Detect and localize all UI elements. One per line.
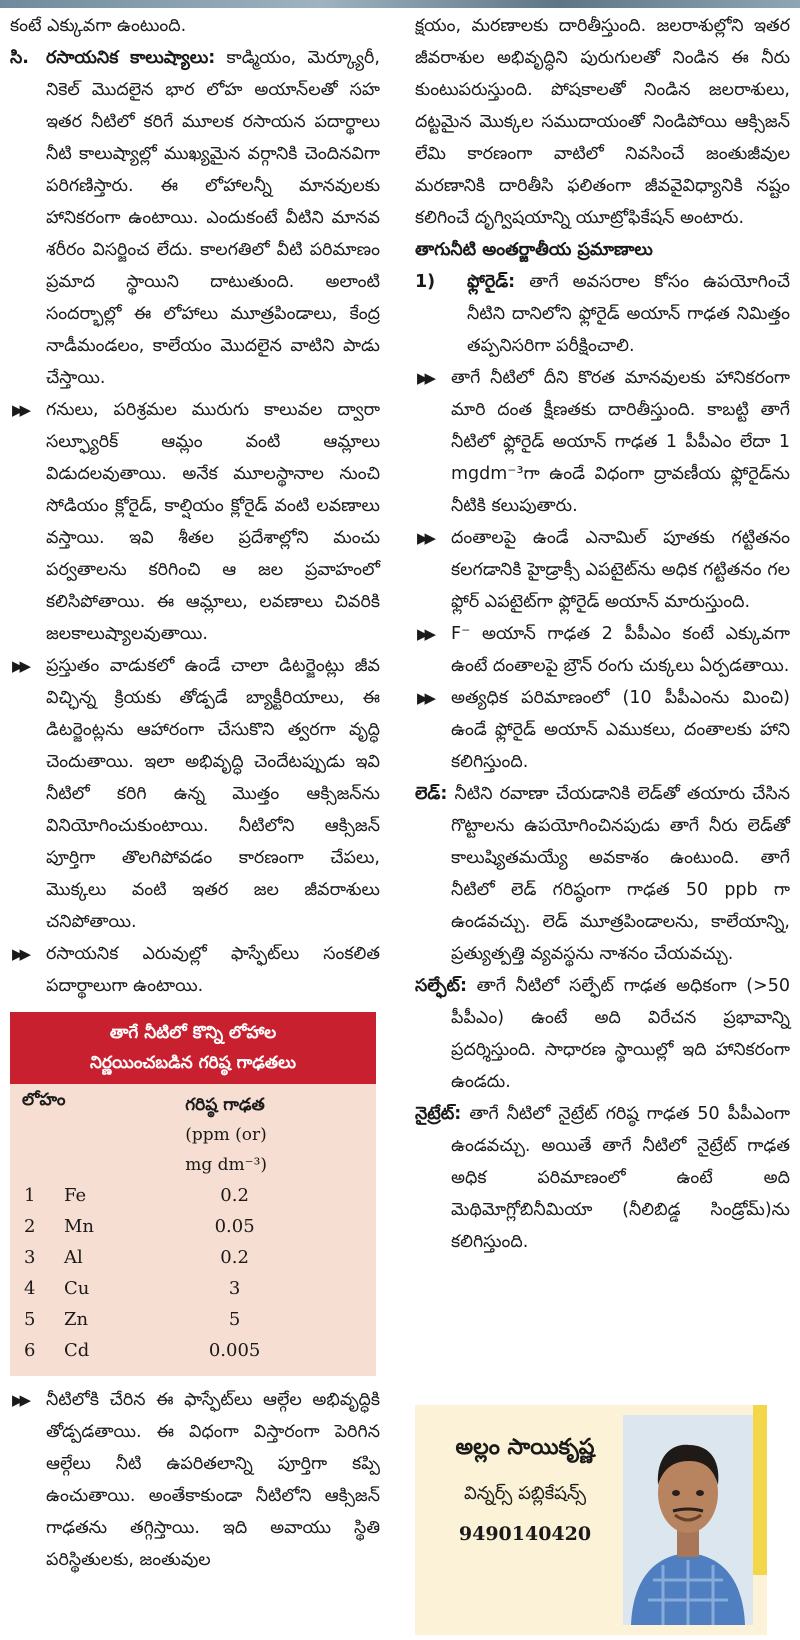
list-item bbox=[10, 394, 380, 650]
sulphate-text: తాగే నీటిలో సల్ఫేట్ గాఢత అధికంగా (>50 పీపీఎం) ఉంటే అది విరేచన ప్రభావాన్ని ప్రదర్శిస్తుంది. సాధారణ స్థాయిల్లో ఇది హానికరంగా ఉండదు. bbox=[451, 976, 790, 1092]
section-heading: తాగునీటి అంతర్జాతీయ ప్రమాణాలు bbox=[415, 240, 653, 260]
nitrate-title: నైట్రేట్: bbox=[415, 1104, 462, 1124]
metal-symbol: Fe bbox=[64, 1185, 87, 1206]
row-number: 2 bbox=[24, 1216, 36, 1237]
lead-text: నీటిని రవాణా చేయడానికి లెడ్‌తో తయారు చేసిన గొట్టాలను ఉపయోగించినపుడు తాగే నీరు లెడ్‌తో కాలుష్యితమయ్యే అవకాశం ఉంటుంది. తాగే నీటిలో లెడ్ గరిష్ఠంగా గాఢత 50 ppb గా ఉండవచ్చు. లెడ్ మూత్రపిండాలను, కాలేయాన్ని, ప్రత్యుత్పత్తి వ్యవస్థను నాశనం చేయవచ్చు. bbox=[451, 784, 790, 964]
row-number: 6 bbox=[24, 1340, 36, 1361]
accent-bar bbox=[753, 1405, 767, 1575]
row-number: 3 bbox=[24, 1247, 36, 1268]
list-item bbox=[415, 362, 790, 522]
concentration-label: గరిష్ఠ గాఢత bbox=[185, 1095, 265, 1115]
author-phone: 9490140420 bbox=[458, 1523, 592, 1545]
bullet-text: రసాయనిక ఎరువుల్లో ఫాస్ఫేట్‌లు సంకలిత పదార్థాలుగా ఉంటాయి. bbox=[46, 944, 380, 996]
section-c-title: రసాయనిక కాలుష్యాలు: bbox=[46, 48, 216, 68]
table-row bbox=[10, 1242, 376, 1273]
top-image-strip bbox=[0, 0, 800, 8]
author-publisher: విన్నర్స్ పబ్లికేషన్స్ bbox=[463, 1483, 587, 1504]
list-item bbox=[10, 650, 380, 938]
list-item bbox=[10, 938, 380, 1002]
bullet-text: దంతాలపై ఉండే ఎనామిల్ పూతకు గట్టితనం కలగడానికి హైడ్రాక్సీ ఎపటైట్‌ను అధిక గట్టితనం గల ఫ్లోర్ ఎపటైట్‌గా ఫ్లోరైడ్ అయాన్ మారుస్తుంది. bbox=[451, 528, 790, 612]
column-header-concentration bbox=[135, 1084, 376, 1180]
list-item bbox=[415, 682, 790, 778]
bullet-text: గనులు, పరిశ్రమల మురుగు కాలువల ద్వారా సల్ఫ్యూరిక్ ఆమ్లం వంటి ఆమ్లాలు విడుదలవుతాయి. అనేక మూలస్థానాల నుంచి సోడియం క్లోరైడ్, కాల్షియం క్లోరైడ్ వంటి లవణాలు వస్తాయి. ఇవి శీతల ప్రదేశాల్లోని మంచు పర్వతాలను కరిగించి ఆ జల ప్రవాహంలో కలిసిపోతాయి. ఈ ఆమ్లాలు, లవణాలు చివరికి జలకాలుష్యాలవుతాయి. bbox=[46, 400, 380, 644]
double-arrow-icon: ▶▶ bbox=[12, 401, 28, 419]
paragraph-eutrophication: క్షయం, మరణాలకు దారితీస్తుంది. జలరాశుల్లోని ఇతర జీవరాశుల అభివృద్ధిని పురుగులతో నిండిన ఈ నీరు కుంటుపరుస్తుంది. పోషకాలతో నిండిన జలరాశులు, దట్టమైన మొక్కల సముదాయంతో నిండిపోయి ఆక్సిజన్ లేమి కారణంగా వాటిలో నివసించే జంతుజీవుల మరణానికి దారితీసి ఫలితంగా జీవవైవిధ్యానికి నష్టం కలిగించే దృగ్విషయాన్ని యూట్రోఫికేషన్ అంటారు. bbox=[415, 16, 790, 228]
metal-concentration-table-box bbox=[10, 1012, 376, 1376]
lead-title: లెడ్: bbox=[415, 784, 448, 804]
table-row bbox=[10, 1335, 376, 1366]
max-concentration: 0.2 bbox=[220, 1247, 249, 1268]
author-box bbox=[415, 1405, 767, 1635]
bullet-text: నీటిలోకి చేరిన ఈ ఫాస్ఫేట్‌లు ఆల్గేల అభివృద్ధికి తోడ్పడతాయి. ఈ విధంగా విస్తారంగా పెరిగిన ఆల్గేలు నీటి ఉపరితలాన్ని పూర్తిగా కప్పి ఉంచుతాయి. అంతేకాకుండా నీటిలోని ఆక్సిజన్ గాఢతను తగ్గిస్తాయి. ఇది అవాయు స్థితి పరిస్థితులకు, జంతువుల bbox=[46, 1390, 380, 1570]
author-name: అల్లం సాయికృష్ణ bbox=[455, 1435, 595, 1460]
left-column bbox=[10, 10, 380, 1576]
table-row bbox=[10, 1304, 376, 1335]
sulphate-title: సల్ఫేట్: bbox=[415, 976, 467, 996]
fluoride-text: తాగే అవసరాల కోసం ఉపయోగించే నీటిని దానిలోని ఫ్లోరైడ్ అయాన్ గాఢత నిమిత్తం తప్పనిసరిగా పరీక్షించాలి. bbox=[467, 272, 790, 356]
list-item bbox=[415, 618, 790, 682]
list-item bbox=[415, 522, 790, 618]
max-concentration: 0.005 bbox=[208, 1340, 261, 1361]
table-title bbox=[10, 1012, 376, 1084]
sulphate-paragraph bbox=[415, 970, 790, 1098]
double-arrow-icon: ▶▶ bbox=[417, 689, 433, 707]
nitrate-text: తాగే నీటిలో నైట్రేట్ గరిష్ఠ గాఢత 50 పీపీఎంగా ఉండవచ్చు. అయితే తాగే నీటిలో నైట్రేట్ గాఢత అధిక పరిమాణంలో ఉంటే అది మెథిమోగ్లోబినీమియా (నీలిబిడ్డ సిండ్రోమ్)ను కలిగిస్తుంది. bbox=[451, 1104, 790, 1252]
double-arrow-icon: ▶▶ bbox=[417, 369, 433, 387]
table-row bbox=[10, 1273, 376, 1304]
bullet-text: ప్రస్తుతం వాడుకలో ఉండే చాలా డిటర్జెంట్లు జీవ విచ్ఛిన్న క్రియకు తోడ్పడే బ్యాక్టీరియాలు, ఈ డిటర్జెంట్లను ఆహారంగా చేసుకొని త్వరగా వృద్ధి చెందుతాయి. ఇలా అభివృద్ధి చెందేటప్పుడు ఇవి నీటిలో కరిగి ఉన్న మొత్తం ఆక్సిజన్‌ను వినియోగించుకుంటాయి. నీటిలోని ఆక్సిజన్ పూర్తిగా తొలగిపోవడం కారణంగా చేపలు, మొక్కలు వంటి ఇతర జల జీవరాశులు చనిపోతాయి. bbox=[46, 656, 380, 932]
max-concentration: 0.05 bbox=[214, 1216, 255, 1237]
metal-symbol: Zn bbox=[64, 1309, 89, 1330]
nitrate-paragraph bbox=[415, 1098, 790, 1258]
section-c-text: కాడ్మియం, మెర్క్యూరీ, నికెల్ మొదలైన భార లోహ అయాన్‌లతో సహ ఇతర నీటిలో కరిగే మూలక రసాయన పదార్థాలు నీటి కాలుష్యాల్లో ముఖ్యమైన వర్గానికి చెందినవిగా పరిగణిస్తారు. ఈ లోహాలన్నీ మానవులకు హానికరంగా ఉంటాయి. ఎందుకంటే వీటిని మానవ శరీరం విసర్జించ లేదు. కాలగతిలో వీటి పరిమాణం ప్రమాద స్థాయిని దాటుతుంది. అలాంటి సందర్భాల్లో ఈ లోహాలు మూత్రపిండాలు, కేంద్ర నాడీమండలం, కాలేయం మొదలైన వాటిని పాడు చేస్తాయి. bbox=[46, 48, 380, 388]
author-photo bbox=[623, 1415, 753, 1625]
bullet-text: తాగే నీటిలో దీని కొరత మానవులకు హానికరంగా మారి దంత క్షీణతకు దారితీస్తుంది. కాబట్టి తాగే నీటిలో ఫ్లోరైడ్ అయాన్ గాఢత 1 పీపీఎం లేదా 1 mgdm⁻³గా ఉండే విధంగా ద్రావణీయ ఫ్లోరైడ్‌ను నీటికి కలుపుతారు. bbox=[451, 368, 790, 516]
column-header-metal: లోహం bbox=[22, 1090, 66, 1110]
double-arrow-icon: ▶▶ bbox=[417, 625, 433, 643]
metal-symbol: Al bbox=[64, 1247, 83, 1268]
metal-symbol: Cu bbox=[64, 1278, 90, 1299]
metal-concentration-table bbox=[10, 1084, 376, 1366]
table-row bbox=[10, 1211, 376, 1242]
max-concentration: 5 bbox=[228, 1309, 241, 1330]
concentration-unit-1: (ppm (or) bbox=[185, 1125, 267, 1145]
table-body bbox=[10, 1180, 376, 1366]
concentration-unit-2: mg dm⁻³) bbox=[185, 1155, 268, 1175]
person-photo-icon bbox=[623, 1415, 753, 1625]
list-item bbox=[10, 1384, 380, 1576]
metal-symbol: Mn bbox=[64, 1216, 95, 1237]
bullet-text: అత్యధిక పరిమాణంలో (10 పీపీఎంను మించి) ఉండే ఫ్లోరైడ్ అయాన్ ఎముకలు, దంతాలకు హాని కలిగిస్తుంది. bbox=[451, 688, 790, 772]
max-concentration: 0.2 bbox=[220, 1185, 249, 1206]
lead-paragraph bbox=[415, 778, 790, 970]
row-number: 1 bbox=[24, 1185, 36, 1206]
fluoride-title: ఫ్లోరైడ్: bbox=[467, 272, 516, 292]
bullet-text: F⁻ అయాన్ గాఢత 2 పీపీఎం కంటే ఎక్కువగా ఉంటే దంతాలపై బ్రౌన్ రంగు చుక్కలు ఏర్పడతాయి. bbox=[451, 624, 790, 676]
section-c-label: సి. bbox=[10, 48, 29, 68]
table-row bbox=[10, 1180, 376, 1211]
double-arrow-icon: ▶▶ bbox=[417, 529, 433, 547]
double-arrow-icon: ▶▶ bbox=[12, 945, 28, 963]
table-title-line2: నిర్ణయించబడిన గరిష్ఠ గాఢతలు bbox=[89, 1053, 297, 1073]
row-number: 5 bbox=[24, 1309, 36, 1330]
numbered-item-fluoride bbox=[415, 266, 790, 362]
double-arrow-icon: ▶▶ bbox=[12, 657, 28, 675]
row-number: 4 bbox=[24, 1278, 36, 1299]
paragraph-continuation: కంటే ఎక్కువగా ఉంటుంది. bbox=[10, 16, 187, 36]
section-c bbox=[10, 42, 380, 394]
metal-symbol: Cd bbox=[64, 1340, 90, 1361]
table-title-line1: తాగే నీటిలో కొన్ని లోహాల bbox=[109, 1023, 277, 1043]
double-arrow-icon: ▶▶ bbox=[12, 1391, 28, 1409]
right-column bbox=[415, 10, 790, 1258]
max-concentration: 3 bbox=[228, 1278, 241, 1299]
item-number: 1) bbox=[415, 272, 436, 292]
